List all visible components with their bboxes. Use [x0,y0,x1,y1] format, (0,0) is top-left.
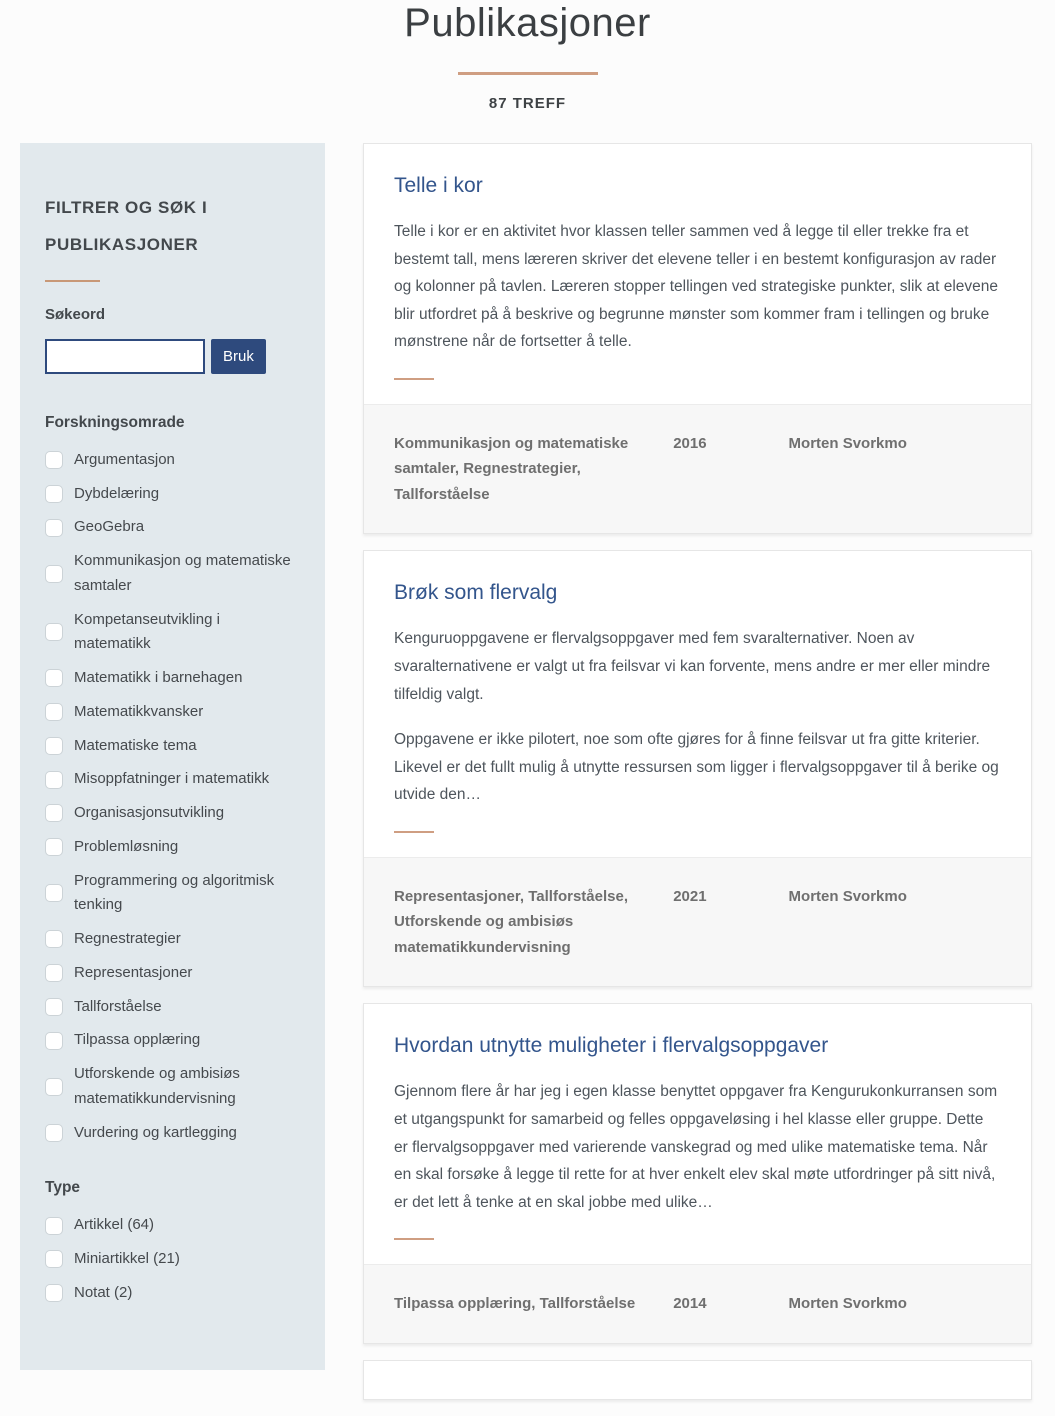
search-row [45,339,300,374]
filter-option-label: Artikkel (64) [74,1216,155,1234]
publication-author: Morten Svorkmo [788,887,907,905]
filter-option-label: Kompetanseutvikling i matematikk [74,610,220,653]
card-divider [394,378,434,380]
content-area [0,143,1055,1416]
publication-card-footer [364,857,1031,987]
publication-card-footer [364,1264,1031,1343]
filter-option[interactable] [45,549,300,599]
filter-option-label: Argumentasjon [74,450,175,468]
sidebar-heading: FILTRER OG SØK I PUBLIKASJONER [45,198,208,255]
checkbox-icon[interactable] [45,884,63,902]
sidebar-divider [45,280,100,282]
filter-option[interactable] [45,1028,300,1053]
filter-option[interactable] [45,666,300,691]
checkbox-icon[interactable] [45,669,63,687]
filter-option[interactable] [45,869,300,919]
publication-summary [394,625,1001,808]
publication-card [363,550,1032,987]
publication-card-body [364,551,1031,832]
filter-option-label: Misoppfatninger i matematikk [74,770,270,788]
filter-option[interactable] [45,700,300,725]
filter-option[interactable] [45,1281,300,1306]
filter-option-label: Tallforståelse [74,997,162,1015]
publication-card [363,1003,1032,1343]
filter-option[interactable] [45,1121,300,1146]
summary-paragraph: Oppgavene er ikke pilotert, noe som ofte gjøres for å finne feilsvar ut fra gitte kriterier. Likevel er det fullt mulig å utnytte ressursen som ligger i flervalgsoppgaver til å berike og utvide den… [394,731,999,804]
card-divider [394,831,434,833]
checkbox-icon[interactable] [45,737,63,755]
research-area-list [45,448,300,1146]
filter-option-label: Tilpassa opplæring [74,1031,201,1049]
filter-option-label: Problemløsning [74,837,179,855]
type-heading: Type [45,1179,81,1197]
filter-option[interactable] [45,1247,300,1272]
filter-option-label: Representasjoner [74,963,193,981]
filter-option-label: Matematikkvansker [74,702,204,720]
checkbox-icon[interactable] [45,485,63,503]
publication-summary [394,1078,1001,1216]
filter-option-label: Regnestrategier [74,930,181,948]
page-title: Publikasjoner [404,1,651,45]
publication-author: Morten Svorkmo [788,434,907,452]
page-header [0,0,1055,112]
filter-option[interactable] [45,961,300,986]
checkbox-icon[interactable] [45,838,63,856]
search-label: Søkeord [45,305,106,323]
checkbox-icon[interactable] [45,703,63,721]
publication-tags: Kommunikasjon og matematiske samtaler, Regnestrategier, Tallforståelse [394,434,629,503]
filter-option-label: Matematikk i barnehagen [74,669,243,687]
summary-paragraph: Gjennom flere år har jeg i egen klasse benyttet oppgaver fra Kengurukonkurransen som et utgangspunkt for samarbeid og felles oppgaveløsing i hel klasse eller gruppe. Dette er flervalgsoppgaver med varierende vanskegrad og med ulike matematiske tema. Når en skal forsøke å legge til rette for at hver enkelt elev skal møte utfordringer på sitt nivå, er det lett å tenke at en skal jobbe med ulike… [394,1083,998,1211]
publication-tags: Representasjoner, Tallforståelse, Utforskende og ambisiøs matematikkundervisning [394,887,628,956]
filter-option[interactable] [45,801,300,826]
publication-card-body [364,144,1031,380]
checkbox-icon[interactable] [45,771,63,789]
publication-card-body [364,1004,1031,1240]
checkbox-icon[interactable] [45,565,63,583]
filter-option-label: Programmering og algoritmisk tenking [74,871,275,914]
results-count: 87 TREFF [488,95,567,112]
publication-card-footer [364,404,1031,534]
filter-option-label: Kommunikasjon og matematiske samtaler [74,552,291,594]
filter-option-label: Vurdering og kartlegging [74,1123,237,1141]
type-list [45,1213,300,1305]
results-list [363,143,1032,1416]
filter-option[interactable] [45,1213,300,1238]
checkbox-icon[interactable] [45,804,63,822]
filter-option[interactable] [45,482,300,507]
filter-option[interactable] [45,995,300,1020]
publication-card-partial [363,1360,1032,1400]
summary-paragraph: Kenguruoppgavene er flervalgsoppgaver med fem svaralternativer. Noen av svaralternativene er valgt ut fra feilsvar vi kan forvente, mens andre er mer eller mindre tilfeldig valgt. [394,630,991,703]
filter-option-label: Miniartikkel (21) [74,1250,180,1268]
checkbox-icon[interactable] [45,1078,63,1096]
checkbox-icon[interactable] [45,519,63,537]
filter-option[interactable] [45,767,300,792]
filter-option-label: Organisasjonsutvikling [74,804,225,822]
checkbox-icon[interactable] [45,998,63,1016]
title-divider [458,72,598,75]
publication-title-link[interactable]: Hvordan utnytte muligheter i flervalgsoppgaver [394,1034,829,1058]
publication-year: 2021 [673,887,707,905]
publication-year: 2016 [673,434,707,452]
filter-option-label: Dybdelæring [74,484,160,502]
checkbox-icon[interactable] [45,1250,63,1268]
filter-option[interactable] [45,448,300,473]
filter-option[interactable] [45,835,300,860]
summary-paragraph: Telle i kor er en aktivitet hvor klassen teller sammen ved å legge til eller trekke fra et bestemt tall, mens læreren skriver det elevene teller i en bestemt konfigurasjon av rader og kolonner på tavlen. Læreren stopper tellingen ved strategiske punkter, slik at elevene blir utfordret på å beskrive og begrunne mønster som kommer fram i tellingen og bruke mønstrene når de fortsetter å telle. [394,223,999,351]
checkbox-icon[interactable] [45,623,63,641]
checkbox-icon[interactable] [45,1217,63,1235]
publication-year: 2014 [673,1295,707,1313]
checkbox-icon[interactable] [45,451,63,469]
publication-title-link[interactable]: Telle i kor [394,174,483,197]
checkbox-icon[interactable] [45,1284,63,1302]
filter-option[interactable] [45,734,300,759]
filter-option[interactable] [45,608,300,658]
publication-summary [394,218,1001,356]
publication-tags: Tilpassa opplæring, Tallforståelse [394,1295,636,1313]
research-area-heading: Forskningsomrade [45,413,185,431]
card-divider [394,1238,434,1240]
publication-title-link[interactable]: Brøk som flervalg [394,581,558,605]
filter-option-label: GeoGebra [74,518,145,536]
search-input[interactable] [45,339,205,374]
checkbox-icon[interactable] [45,930,63,948]
publication-author: Morten Svorkmo [788,1295,907,1313]
filter-option[interactable] [45,927,300,952]
checkbox-icon[interactable] [45,1124,63,1142]
filter-sidebar [20,143,325,1370]
checkbox-icon[interactable] [45,1032,63,1050]
filter-option-label: Notat (2) [74,1283,133,1301]
filter-option-label: Utforskende og ambisiøs matematikkundervisning [74,1065,240,1107]
filter-option-label: Matematiske tema [74,736,197,754]
apply-filter-button[interactable]: Bruk [211,339,266,374]
checkbox-icon[interactable] [45,964,63,982]
publication-card [363,143,1032,534]
filter-option[interactable] [45,1062,300,1112]
filter-option[interactable] [45,515,300,540]
